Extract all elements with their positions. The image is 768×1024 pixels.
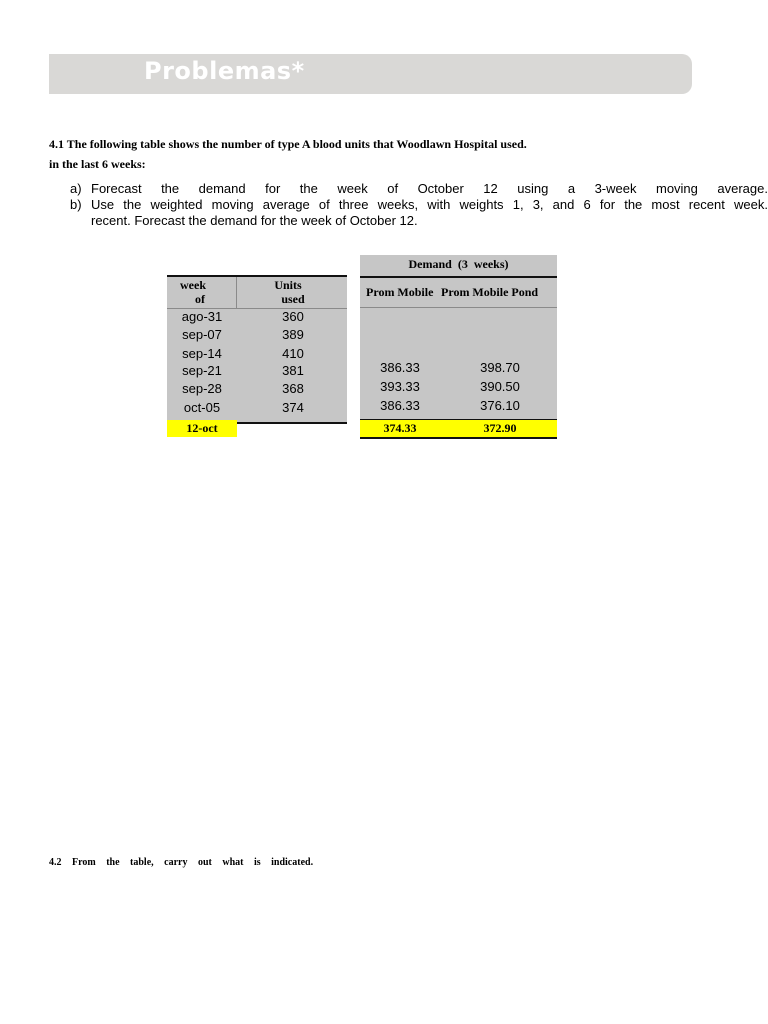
units-cell: 381 (282, 363, 304, 378)
units-cell: 389 (282, 327, 304, 342)
week-header-line1: week (180, 278, 206, 292)
problem-4-2-statement: 4.2 From the table, carry out what is indicated. (49, 857, 314, 868)
weighted-average-header: Prom Mobile Pond (441, 285, 539, 299)
week-cell: ago-31 (181, 309, 223, 324)
problem-4-1-statement-cont: in the last 6 weeks: (49, 157, 146, 171)
task-a (70, 181, 768, 197)
task-a-text: Forecast the demand for the week of October 12 using a 3-week moving average. (91, 181, 768, 196)
table-row (167, 309, 347, 327)
task-b (70, 197, 768, 213)
units-cell: 374 (282, 400, 304, 415)
week-cell: oct-05 (183, 400, 221, 415)
table-row (167, 363, 347, 381)
header-rule (360, 307, 557, 308)
table-row (167, 327, 347, 345)
units-cell: 410 (282, 346, 304, 361)
units-header-line2: used (281, 292, 305, 306)
problem-4-1-tasks (70, 181, 768, 229)
demand-table (360, 255, 557, 421)
section-banner (49, 54, 692, 94)
table-row (167, 400, 347, 418)
title-rule (360, 276, 557, 278)
task-b-marker: b) (70, 197, 82, 212)
table-row (167, 381, 347, 399)
header-divider (236, 277, 237, 309)
weighted-average-forecast: 372.90 (483, 421, 517, 435)
table-row (167, 346, 347, 364)
units-header (263, 278, 313, 306)
week-header (167, 278, 219, 306)
moving-average-cell: 393.33 (380, 379, 420, 394)
task-a-marker: a) (70, 181, 82, 196)
units-header-line1: Units (274, 278, 302, 292)
section-title: Problemas* (144, 57, 305, 85)
task-b-text-cont: recent. Forecast the demand for the week of October 12. (91, 213, 418, 228)
table-row (360, 398, 557, 416)
weighted-average-cell: 390.50 (480, 379, 520, 394)
week-cell: sep-14 (182, 346, 222, 361)
weighted-average-cell: 376.10 (480, 398, 520, 413)
task-b-text: Use the weighted moving average of three weeks, with weights 1, 3, and 6 for the most recent week. (91, 197, 768, 212)
week-header-line2: of (195, 292, 205, 306)
weighted-average-cell: 398.70 (480, 360, 520, 375)
forecast-result-row (360, 420, 557, 439)
week-cell: sep-21 (182, 363, 222, 378)
units-cell: 360 (282, 309, 304, 324)
demand-table-title: Demand (3 weeks) (408, 257, 509, 271)
moving-average-cell: 386.33 (380, 360, 420, 375)
problem-4-1-statement: 4.1 The following table shows the number of type A blood units that Woodlawn Hospital used. (49, 137, 527, 151)
forecast-week-label: 12-oct (167, 420, 237, 437)
moving-average-header: Prom Mobile (366, 285, 434, 299)
task-b-cont (70, 213, 768, 229)
units-table (167, 275, 347, 424)
moving-average-cell: 386.33 (380, 398, 420, 413)
week-cell: sep-28 (182, 381, 222, 396)
week-cell: sep-07 (182, 327, 222, 342)
table-row (360, 360, 557, 378)
moving-average-forecast: 374.33 (383, 421, 417, 435)
table-row (360, 379, 557, 397)
units-cell: 368 (282, 381, 304, 396)
